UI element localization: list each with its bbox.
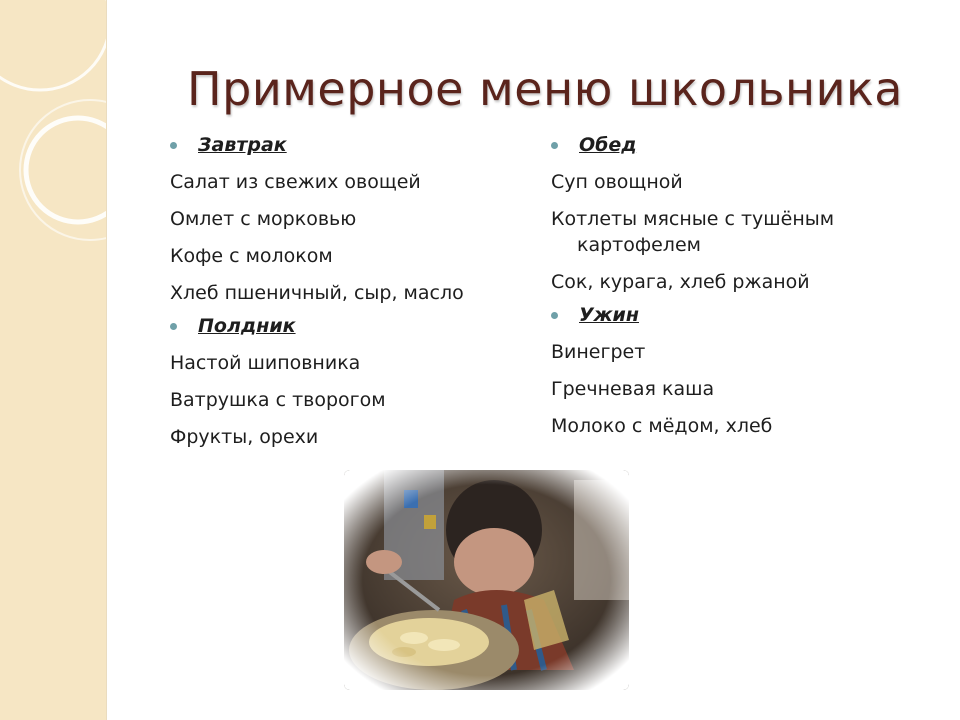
menu-item: Гречневая каша bbox=[551, 378, 715, 400]
dinner-heading-label: Ужин bbox=[579, 304, 639, 326]
bullet-dot-icon bbox=[170, 142, 177, 149]
bullet-dot-icon bbox=[170, 323, 177, 330]
lunch-heading bbox=[551, 132, 931, 158]
breakfast-heading bbox=[170, 132, 510, 158]
right-menu-column bbox=[551, 132, 931, 450]
photo-illustration bbox=[344, 470, 629, 690]
menu-item: Хлеб пшеничный, сыр, масло bbox=[170, 282, 464, 304]
menu-item: Суп овощной bbox=[551, 171, 683, 193]
menu-item: Ватрушка с творогом bbox=[170, 389, 386, 411]
snack-heading bbox=[170, 313, 510, 339]
bullet-dot-icon bbox=[551, 312, 558, 319]
decorative-side-strip bbox=[0, 0, 107, 720]
slide-title: Примерное меню школьника bbox=[187, 62, 903, 116]
bullet-dot-icon bbox=[551, 142, 558, 149]
menu-item: Сок, курага, хлеб ржаной bbox=[551, 271, 810, 293]
left-menu-column bbox=[170, 132, 510, 461]
snack-heading-label: Полдник bbox=[198, 315, 296, 337]
menu-item: Винегрет bbox=[551, 341, 646, 363]
lunch-heading-label: Обед bbox=[579, 134, 637, 156]
menu-item: Кофе с молоком bbox=[170, 245, 333, 267]
decorative-circles bbox=[0, 0, 106, 720]
menu-item: Котлеты мясные с тушёным картофелем bbox=[551, 208, 835, 256]
menu-item: Салат из свежих овощей bbox=[170, 171, 421, 193]
menu-item: Фрукты, орехи bbox=[170, 426, 319, 448]
breakfast-heading-label: Завтрак bbox=[198, 134, 287, 156]
dinner-heading bbox=[551, 302, 931, 328]
menu-item: Настой шиповника bbox=[170, 352, 361, 374]
menu-item: Омлет с морковью bbox=[170, 208, 357, 230]
menu-item: Молоко с мёдом, хлеб bbox=[551, 415, 773, 437]
child-eating-photo bbox=[344, 470, 629, 690]
